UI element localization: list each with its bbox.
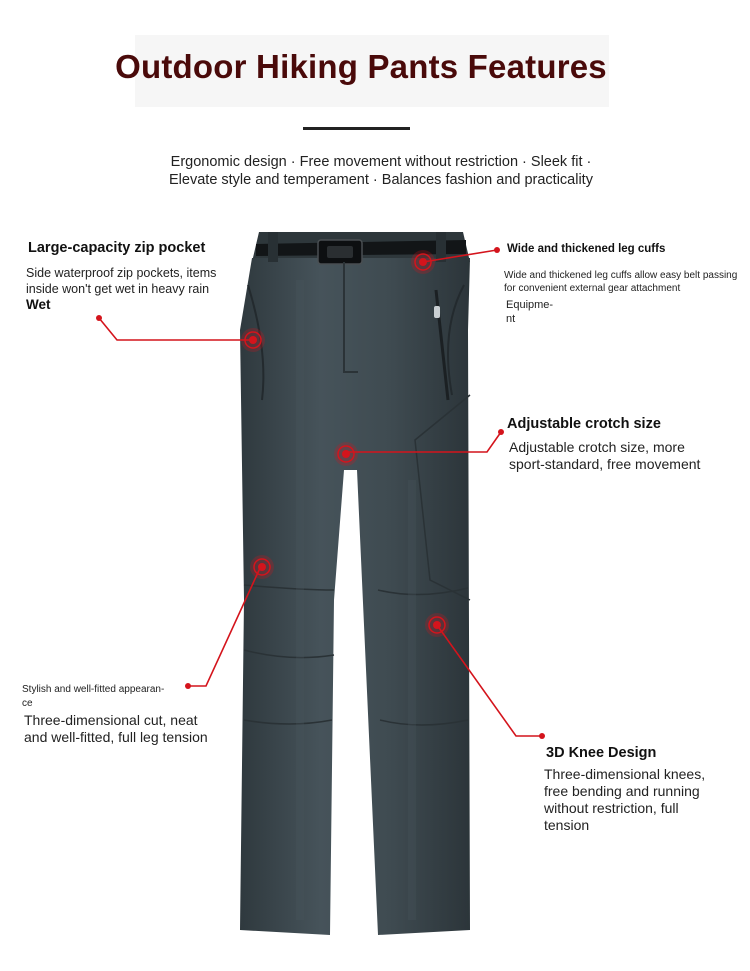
pocket-feature-title: Large-capacity zip pocket	[28, 240, 206, 256]
cuffs-feature-extra-2: nt	[506, 313, 516, 325]
fit-feature-title-1: Stylish and well-fitted appearan-	[22, 684, 165, 695]
crotch-feature-desc-2: sport-standard, free movement	[509, 456, 701, 472]
target-markers	[241, 250, 449, 637]
page-title: Outdoor Hiking Pants Features	[115, 48, 607, 85]
pocket-callout-line	[99, 318, 253, 340]
knee-feature-desc-1: Three-dimensional knees,	[544, 766, 706, 782]
knee-feature-desc-3: without restriction, full	[544, 800, 679, 816]
pocket-feature-desc-2: inside won't get wet in heavy rain	[26, 282, 210, 296]
crotch-feature-title: Adjustable crotch size	[507, 416, 661, 432]
crotch-feature-desc-1: Adjustable crotch size, more	[509, 439, 685, 455]
knee-feature-desc-4: tension	[544, 817, 590, 833]
knee-feature-title: 3D Knee Design	[546, 745, 657, 761]
fit-feature-desc-2: and well-fitted, full leg tension	[24, 729, 208, 745]
pocket-feature-desc-1: Side waterproof zip pockets, items	[26, 266, 217, 280]
knee-feature-desc-2: free bending and running	[544, 783, 700, 799]
fit-feature-desc-1: Three-dimensional cut, neat	[24, 712, 198, 728]
subtitle-line-1: Ergonomic design · Free movement without restriction · Sleek fit ·	[170, 154, 592, 170]
knee-callout-line	[437, 625, 542, 736]
crotch-callout-line	[346, 432, 501, 452]
cuffs-feature-desc-1: Wide and thickened leg cuffs allow easy belt passing	[504, 270, 738, 281]
pocket-feature-extra: Wet	[26, 297, 51, 312]
fit-feature-title-2: ce	[22, 698, 33, 709]
cuffs-feature-extra-1: Equipme-	[506, 299, 554, 311]
cuffs-feature-desc-2: for convenient external gear attachment	[504, 283, 681, 294]
cuffs-feature-title: Wide and thickened leg cuffs	[507, 243, 666, 255]
subtitle-line-2: Elevate style and temperament · Balances fashion and practicality	[169, 172, 593, 188]
fit-callout-line	[188, 568, 260, 686]
